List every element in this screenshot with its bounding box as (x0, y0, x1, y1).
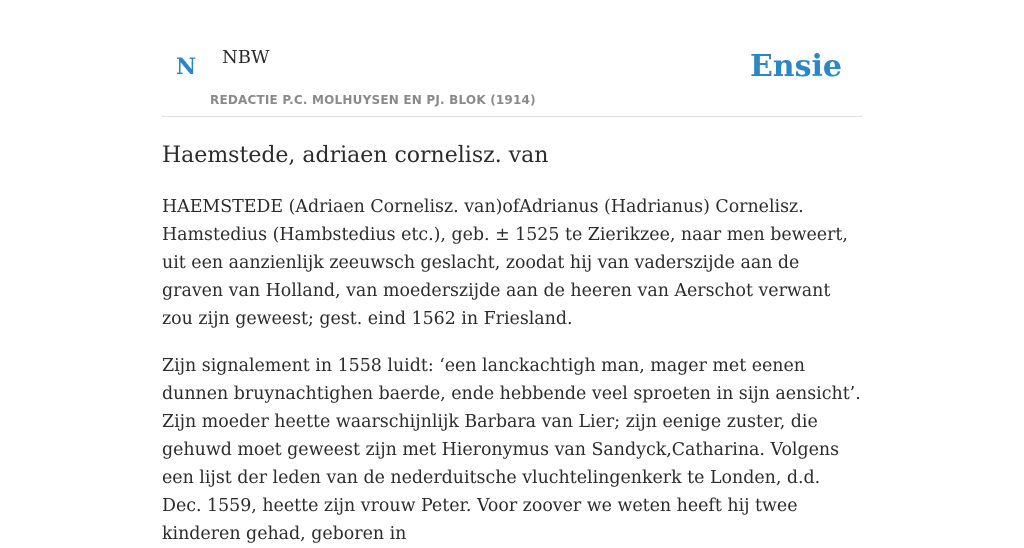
article-paragraph-2: Zijn signalement in 1558 luidt: ‘een lanckachtigh man, mager met eenen dunnen bruynachtighen baerde, ende hebbende veel sproeten in sijn aensicht’. Zijn moeder heette waarschijnlijk Barbara van Lier; zijn eenige zuster, die gehuwd moet geweest zijn met Hieronymus van Sandyck,Catharina. Volgens een lijst der leden van de nederduitsche vluchtelingenkerk te Londen, d.d. Dec. 1559, heette zijn vrouw Peter. Voor zoover we weten heeft hij twee kinderen gehad, geboren in (162, 356, 861, 544)
source-name-link[interactable]: NBW (222, 47, 270, 68)
editor-line: REDACTIE P.C. MOLHUYSEN EN PJ. BLOK (1914) (210, 93, 536, 107)
article-title: Haemstede, adriaen cornelisz. van (162, 143, 549, 168)
source-logo[interactable]: N (176, 54, 197, 80)
site-header (162, 0, 862, 117)
article-page (162, 0, 862, 544)
article-paragraph-1: HAEMSTEDE (Adriaen Cornelisz. van)ofAdrianus (Hadrianus) Cornelisz. Hamstedius (Hambstedius etc.), geb. ± 1525 te Zierikzee, naar men beweert, uit een aanzienlijk zeeuwsch geslacht, zoodat hij van vaderszijde aan de graven van Holland, van moederszijde aan de heeren van Aerschot verwant zou zijn geweest; gest. eind 1562 in Friesland. (162, 197, 848, 329)
ensie-logo[interactable]: Ensie (749, 49, 842, 84)
